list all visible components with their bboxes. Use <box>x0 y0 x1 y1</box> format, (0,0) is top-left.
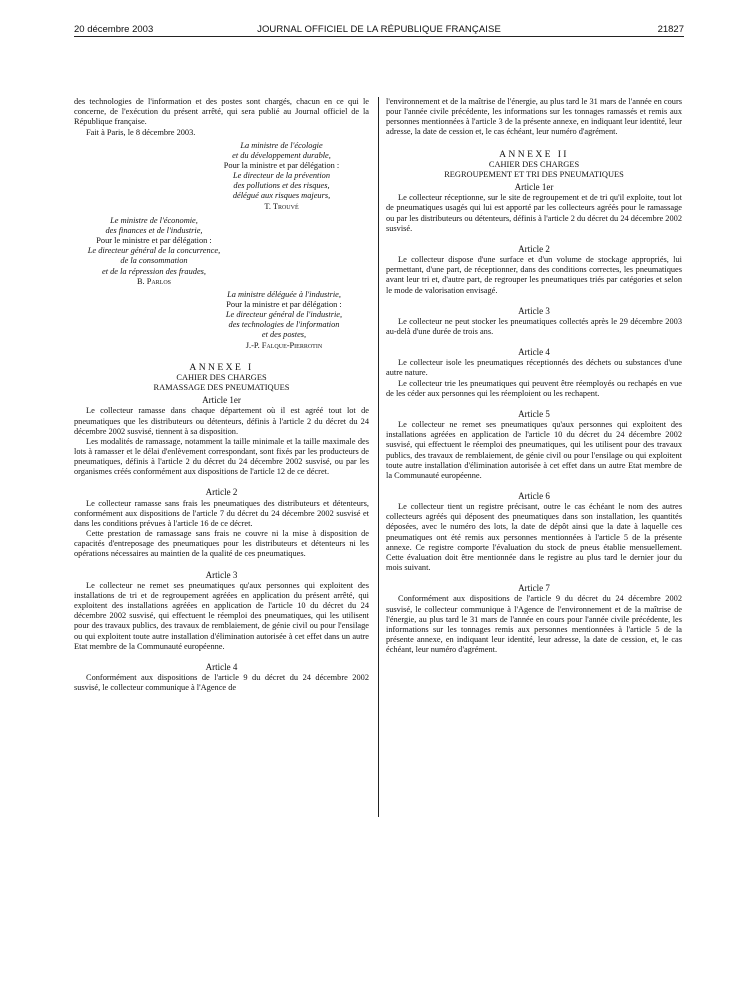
article-paragraph: Le collecteur ramasse sans frais les pneumatiques des distributeurs et détenteurs, conformément aux dispositions de l'article 7 du décret du 24 décembre 2002 susvisé et dans les conditions prévues à l'article 16 de ce décret. <box>74 498 369 528</box>
article-title: Article 4 <box>518 347 550 358</box>
left-column <box>74 97 369 693</box>
article-title: Article 7 <box>518 583 550 594</box>
article-title: Article 3 <box>518 305 550 316</box>
signature-block-economie <box>74 216 234 287</box>
article-paragraph: Cette prestation de ramassage sans frais ne couvre ni la mise à disposition de capacités d'entreposage des pneumatiques pour les distributeurs et détenteurs ni les opérations nécessaires au maintien de la qualité de ces pneumatiques. <box>74 529 369 559</box>
sig-line: et du développement durable, <box>232 150 331 160</box>
article-title: Article 6 <box>518 491 550 501</box>
article-title: Article 3 <box>205 569 238 580</box>
signatory-name: T. Trouvé <box>264 201 299 211</box>
article-title: Article 4 <box>205 661 238 672</box>
sig-line: Pour le ministre et par délégation : <box>96 236 212 246</box>
sig-line: de la consommation <box>120 256 188 266</box>
article-paragraph: Le collecteur isole les pneumatiques réceptionnés des déchets ou substances d'une autre nature. <box>386 358 682 378</box>
article-paragraph: Les modalités de ramassage, notamment la taille minimale et la taille maximale des lots à ramasser et le délai d'enlèvement correspondant, sont fixés par les producteurs de pneumatiques, définis à l'article 2 du décret du 24 décembre 2002 susvisé, ou par les organismes créés conformément aux dispositions de l'article 12 de ce décret. <box>74 436 369 477</box>
journal-title: JOURNAL OFFICIEL DE LA RÉPUBLIQUE FRANÇAISE <box>257 24 501 35</box>
article-paragraph: Conformément aux dispositions de l'article 9 du décret du 24 décembre 2002 susvisé, le collecteur communique à l'Agence de l'environnement et de la maîtrise de l'énergie, au plus tard le 31 mars de l'année en cours pour l'année civile précédente, les informations sur les tonnages remis aux personnes mentionnées à l'article 5 de la présente annexe, en indiquant leur identité, leur adresse, la date de cession, et, le cas échéant, leur numéro d'agrément. <box>386 594 682 655</box>
article-title: Article 1er <box>202 395 241 406</box>
article-title: Article 2 <box>205 487 238 498</box>
column-divider <box>378 97 379 817</box>
intro-paragraph: des technologies de l'information et des postes sont chargés, chacun en ce qui le concerne, de l'exécution du présent arrêté, qui sera publié au Journal officiel de la République française. <box>74 97 369 127</box>
article-title: Article 2 <box>518 243 550 254</box>
article-paragraph: Le collecteur ne peut stocker les pneumatiques collectés après le 29 décembre 2003 au-delà d'une durée de trois ans. <box>386 316 682 336</box>
article-title: Article 5 <box>518 408 550 419</box>
sig-line: des finances et de l'industrie, <box>105 225 203 235</box>
article-paragraph: Le collecteur ne remet ses pneumatiques qu'aux personnes qui exploitent des installations de tri et de regroupement agréées en application du présent arrêté, qui exploitent des installations agréées en application de l'article 10 du décret du 24 décembre 2002 susvisé, qui effectuent le réemploi des pneumatiques, qui les utilisent pour des travaux publics, des travaux de remblaiement, de génie civil ou pour l'ensilage ou qui exploitent toute autre installation d'élimination autorisée à cet effet dans un autre Etat membre de la Communauté européenne. <box>74 580 369 651</box>
article-paragraph: Le collecteur ne remet ses pneumatiques qu'aux personnes qui exploitent des installations agréées en application de l'article 10 du décret du 24 décembre 2002 susvisé, qui effectuent le réemploi des pneumatiques, qui les utilisent pour des travaux publics, des travaux de remblaiement, de génie civil ou pour l'ensilage ou qui exploitent toute autre installation d'élimination autorisée à cet effet dans un autre Etat membre de la Communauté européenne. <box>386 420 682 480</box>
annexe-subtitle: CAHIER DES CHARGES <box>488 159 580 169</box>
continued-paragraph: l'environnement et de la maîtrise de l'énergie, au plus tard le 31 mars de l'année en cours pour l'année civile précédente, les informations sur les tonnages ramassés et remis aux personnes mentionnées à l'article 3 de la présente annexe, en indiquant leur identité, leur adresse, la date de cession et, le cas échéant, leur numéro d'agrément. <box>386 97 682 137</box>
sig-line: Le directeur général de la concurrence, <box>87 246 221 256</box>
annexe-subtitle: CAHIER DES CHARGES <box>176 372 267 382</box>
sig-line: Le directeur de la prévention <box>232 171 330 181</box>
sig-line: des pollutions et des risques, <box>233 181 330 191</box>
sig-line: et de la répression des fraudes, <box>102 266 206 276</box>
sig-line: La ministre de l'écologie <box>240 140 323 150</box>
header-rule <box>74 36 684 37</box>
sig-line: La ministre déléguée à l'industrie, <box>227 289 341 299</box>
sig-line: Pour la ministre et par délégation : <box>223 160 340 170</box>
page-number: 21827 <box>657 24 684 35</box>
annexe-heading: ANNEXE II <box>499 148 569 160</box>
sig-line: des technologies de l'information <box>228 320 340 330</box>
sig-line: délégué aux risques majeurs, <box>232 191 331 201</box>
sig-line: Pour la ministre et par délégation : <box>226 299 342 309</box>
sig-line: Le directeur général de l'industrie, <box>225 310 343 320</box>
signature-block-ecologie <box>194 141 369 212</box>
sig-line: Le ministre de l'économie, <box>110 215 198 225</box>
signatory-name: B. Parlos <box>136 276 172 286</box>
annexe-heading: ANNEXE I <box>189 361 254 373</box>
article-paragraph: Le collecteur réceptionne, sur le site de regroupement et de tri qu'il exploite, tout lot de pneumatiques usagés qui lui est apporté par les collecteurs agréés pour le ramassage ou par les distributeurs ou détenteurs, définis à l'article 2 du décret du 24 décembre 2002 susvisé. <box>386 193 682 233</box>
signatory-name: J.-P. Falque-Pierrotin <box>245 340 323 350</box>
article-paragraph: Le collecteur ramasse dans chaque département où il est agréé tout lot de pneumatiques que les distributeurs ou détenteurs, définis à l'article 2 du décret du 24 décembre 2002 susvisé, tiennent à sa disposition. <box>74 406 369 436</box>
annexe-subtitle: REGROUPEMENT ET TRI DES PNEUMATIQUES <box>444 169 624 179</box>
article-paragraph: Conformément aux dispositions de l'article 9 du décret du 24 décembre 2002 susvisé, le collecteur communique à l'Agence de <box>74 672 369 693</box>
right-column <box>386 97 682 655</box>
annexe-subtitle: RAMASSAGE DES PNEUMATIQUES <box>153 383 290 393</box>
header-date: 20 décembre 2003 <box>74 24 154 35</box>
article-paragraph: Le collecteur tient un registre précisant, outre le cas échéant le nom des autres collecteurs agréés qui déposent des pneumatiques dans son installation, les quantités déposées, avec le numéro des lots, la date de dépôt ainsi que la date à laquelle ces pneumatiques ont été remis aux personnes mentionnées à l'article 5 de la présente annexe. Ce registre comporte l'évaluation du stock de pneus établie mensuellement. Cette évaluation doit être mentionnée dans le registre au plus tard le dernier jour du mois suivant. <box>386 502 682 573</box>
article-title: Article 1er <box>514 182 554 193</box>
signature-block-industrie <box>199 290 369 351</box>
article-paragraph: Le collecteur trie les pneumatiques qui peuvent être réemployés ou rechapés en vue de les céder aux personnes qui les réemploient ou les rechapent. <box>386 378 682 398</box>
sig-line: et des postes, <box>261 330 307 340</box>
fait-line: Fait à Paris, le 8 décembre 2003. <box>86 128 196 138</box>
article-paragraph: Le collecteur dispose d'une surface et d'un volume de stockage appropriés, lui permettant, d'une part, de réceptionner, dans des conditions correctes, les pneumatiques avant leur tri et, d'autre part, de regrouper les pneumatiques triés par catégories et selon le mode de valorisation envisagé. <box>386 255 682 295</box>
